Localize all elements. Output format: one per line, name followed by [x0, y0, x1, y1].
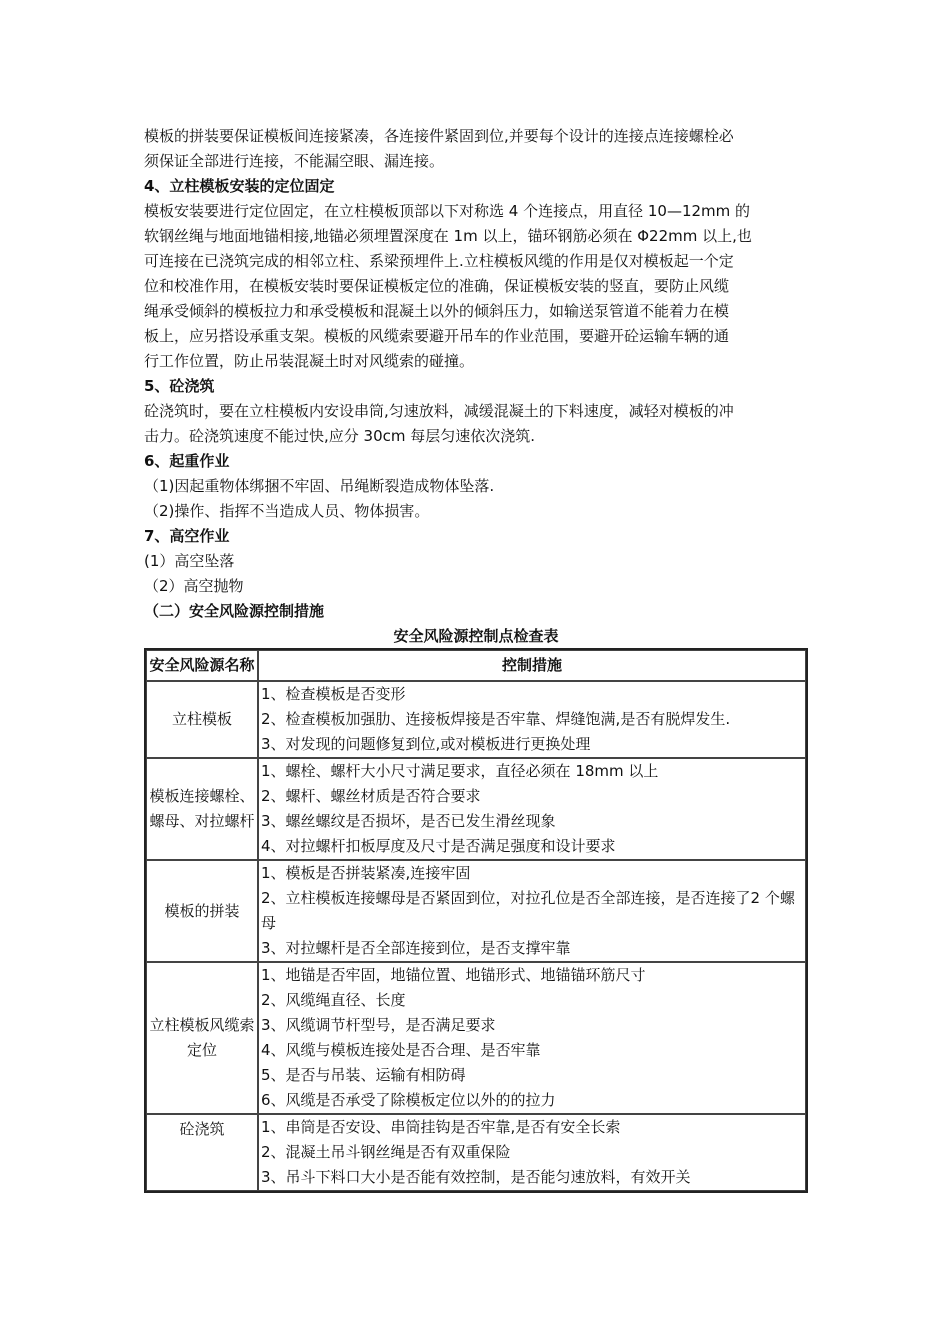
table-header-row — [146, 650, 806, 681]
section-5-heading: 5、砼浇筑 — [144, 377, 215, 395]
list-item: （2)操作、指挥不当造成人员、物体损害。 — [144, 502, 430, 520]
measure-item: 6、风缆是否承受了除模板定位以外的的拉力 — [261, 1091, 556, 1109]
paragraph-line: 板上，应另搭设承重支架。模板的风缆索要避开吊车的作业范围，要避开砼运输车辆的通 — [144, 327, 730, 345]
intro-line: 模板的拼装要保证模板间连接紧凑，各连接件紧固到位,并要每个设计的连接点连接螺栓必 — [144, 127, 734, 145]
section-6-heading: 6、起重作业 — [144, 452, 230, 470]
risk-source-cell: 立柱模板 — [146, 681, 258, 758]
section-4-heading: 4、立柱模板安装的定位固定 — [144, 177, 335, 195]
measure-item: 1、串筒是否安设、串筒挂钩是否牢靠,是否有安全长索 — [261, 1118, 621, 1136]
measures-cell — [258, 962, 806, 1114]
list-item: (1）高空坠落 — [144, 552, 235, 570]
risk-source-cell: 砼浇筑 — [146, 1114, 258, 1191]
measure-item: 1、模板是否拼装紧凑,连接牢固 — [261, 864, 471, 882]
table-row — [146, 1114, 806, 1191]
measure-item: 3、对拉螺杆是否全部连接到位，是否支撑牢靠 — [261, 939, 571, 957]
table-row — [146, 681, 806, 758]
measures-cell — [258, 860, 806, 962]
paragraph-line: 可连接在已浇筑完成的相邻立柱、系梁预埋件上.立柱模板风缆的作用是仅对模板起一个定 — [144, 252, 734, 270]
table-row — [146, 758, 806, 860]
measure-item: 5、是否与吊装、运输有相防碍 — [261, 1066, 466, 1084]
intro-paragraph — [144, 124, 808, 174]
table-row — [146, 962, 806, 1114]
measures-cell — [258, 681, 806, 758]
measure-item: 3、吊斗下料口大小是否能有效控制，是否能匀速放料，有效开关 — [261, 1168, 691, 1186]
list-item: （2）高空抛物 — [144, 577, 244, 595]
measure-item: 2、立柱模板连接螺母是否紧固到位，对拉孔位是否全部连接，是否连接了2 个螺母 — [261, 889, 795, 932]
measure-item: 2、风缆绳直径、长度 — [261, 991, 406, 1009]
measure-item: 3、对发现的问题修复到位,或对模板进行更换处理 — [261, 735, 591, 753]
paragraph-line: 砼浇筑时，要在立柱模板内安设串筒,匀速放料，减缓混凝土的下料速度，减轻对模板的冲 — [144, 402, 734, 420]
measure-item: 4、风缆与模板连接处是否合理、是否牢靠 — [261, 1041, 541, 1059]
paragraph-line: 模板安装要进行定位固定，在立柱模板顶部以下对称选 4 个连接点，用直径 10—12mm 的 — [144, 202, 751, 220]
measure-item: 1、检查模板是否变形 — [261, 685, 406, 703]
measure-item: 1、螺栓、螺杆大小尺寸满足要求，直径必须在 18mm 以上 — [261, 762, 659, 780]
paragraph-line: 行工作位置，防止吊装混凝土时对风缆索的碰撞。 — [144, 352, 475, 370]
measure-item: 2、混凝土吊斗钢丝绳是否有双重保险 — [261, 1143, 511, 1161]
intro-line: 须保证全部进行连接，不能漏空眼、漏连接。 — [144, 152, 445, 170]
measures-cell — [258, 758, 806, 860]
header-control-measures: 控制措施 — [258, 650, 806, 681]
measures-cell — [258, 1114, 806, 1191]
measure-item: 1、地锚是否牢固，地锚位置、地锚形式、地锚锚环筋尺寸 — [261, 966, 646, 984]
risk-source-cell: 立柱模板风缆索定位 — [146, 962, 258, 1114]
paragraph-line: 软钢丝绳与地面地锚相接,地锚必须埋置深度在 1m 以上，锚环钢筋必须在 Φ22mm 以上,也 — [144, 227, 752, 245]
section-7-heading: 7、高空作业 — [144, 527, 230, 545]
list-item: （1)因起重物体绑捆不牢固、吊绳断裂造成物体坠落. — [144, 477, 495, 495]
measure-item: 2、螺杆、螺丝材质是否符合要求 — [261, 787, 481, 805]
paragraph-line: 位和校准作用，在模板安装时要保证模板定位的准确，保证模板安装的竖直，要防止风缆 — [144, 277, 730, 295]
document-page — [144, 124, 808, 1193]
risk-source-cell: 模板连接螺栓、螺母、对拉螺杆 — [146, 758, 258, 860]
table-title: 安全风险源控制点检查表 — [393, 627, 559, 645]
section-5-paragraph — [144, 399, 808, 449]
measure-item: 4、对拉螺杆扣板厚度及尺寸是否满足强度和设计要求 — [261, 837, 616, 855]
measure-item: 3、风缆调节杆型号，是否满足要求 — [261, 1016, 496, 1034]
measure-item: 2、检查模板加强肋、连接板焊接是否牢靠、焊缝饱满,是否有脱焊发生. — [261, 710, 731, 728]
risk-source-cell: 模板的拼装 — [146, 860, 258, 962]
header-risk-source: 安全风险源名称 — [146, 650, 258, 681]
risk-control-table — [144, 648, 808, 1193]
paragraph-line: 绳承受倾斜的模板拉力和承受模板和混凝土以外的倾斜压力，如输送泵管道不能着力在模 — [144, 302, 730, 320]
paragraph-line: 击力。砼浇筑速度不能过快,应分 30cm 每层匀速依次浇筑. — [144, 427, 536, 445]
measure-item: 3、螺丝螺纹是否损坏，是否已发生滑丝现象 — [261, 812, 556, 830]
section-4-paragraph — [144, 199, 808, 374]
subsection-2-heading: （二）安全风险源控制措施 — [144, 602, 325, 620]
table-row — [146, 860, 806, 962]
